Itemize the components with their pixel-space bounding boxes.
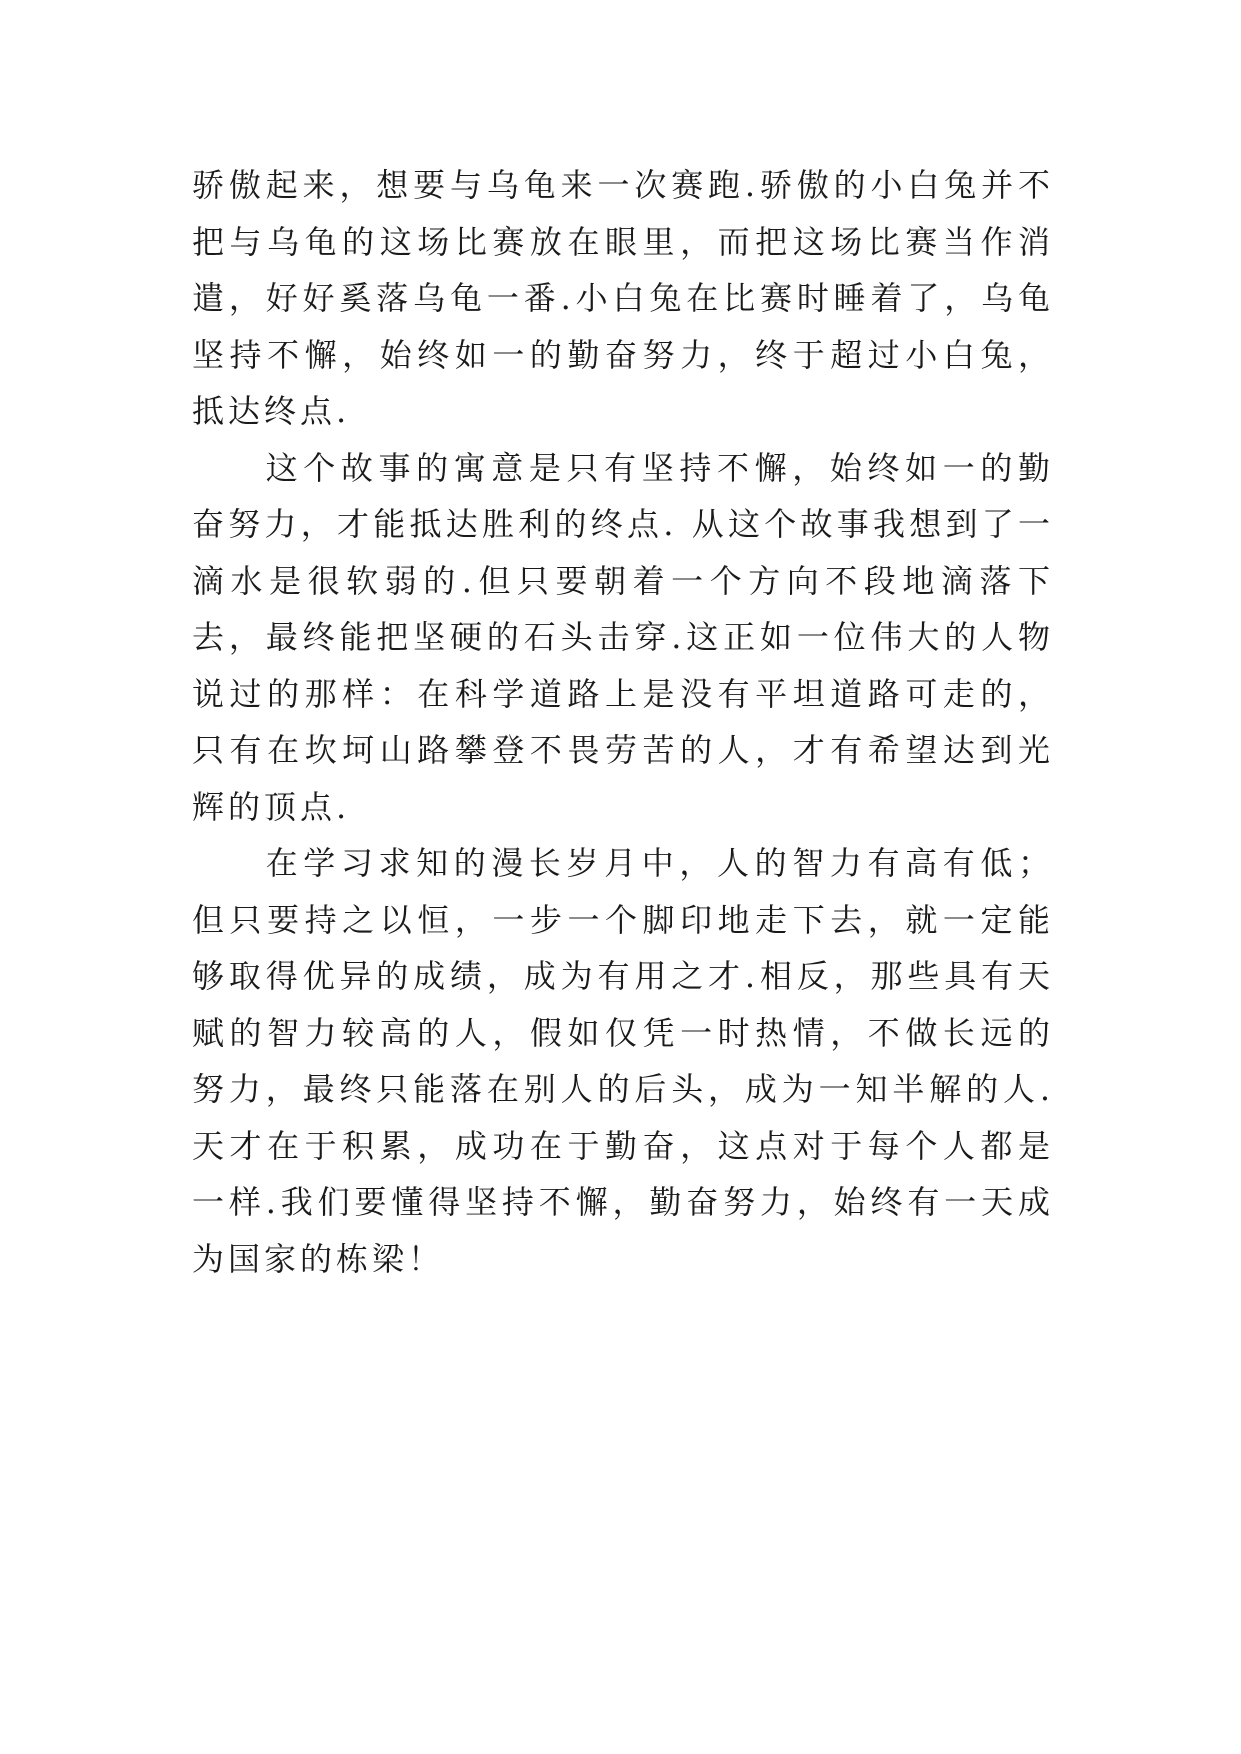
paragraph-1: 骄傲起来，想要与乌龟来一次赛跑.骄傲的小白兔并不把与乌龟的这场比赛放在眼里，而把这场比赛当作消遣，好好奚落乌龟一番.小白兔在比赛时睡着了，乌龟坚持不懈，始终如一的勤奋努力，终于超过小白兔，抵达终点. xyxy=(192,166,1054,430)
document-body xyxy=(192,157,1054,1287)
paragraph-2: 这个故事的寓意是只有坚持不懈，始终如一的勤奋努力，才能抵达胜利的终点. 从这个故事我想到了一滴水是很软弱的.但只要朝着一个方向不段地滴落下去，最终能把坚硬的石头击穿.这正如一位伟大的人物说过的那样：在科学道路上是没有平坦道路可走的，只有在坎坷山路攀登不畏劳苦的人，才有希望达到光辉的顶点. xyxy=(192,448,1054,826)
paragraph-3: 在学习求知的漫长岁月中，人的智力有高有低；但只要持之以恒，一步一个脚印地走下去，就一定能够取得优异的成绩，成为有用之才.相反，那些具有天赋的智力较高的人，假如仅凭一时热情，不做长远的努力，最终只能落在别人的后头，成为一知半解的人.天才在于积累，成功在于勤奋，这点对于每个人都是一样.我们要懂得坚持不懈，勤奋努力，始终有一天成为国家的栋梁！ xyxy=(192,844,1054,1278)
